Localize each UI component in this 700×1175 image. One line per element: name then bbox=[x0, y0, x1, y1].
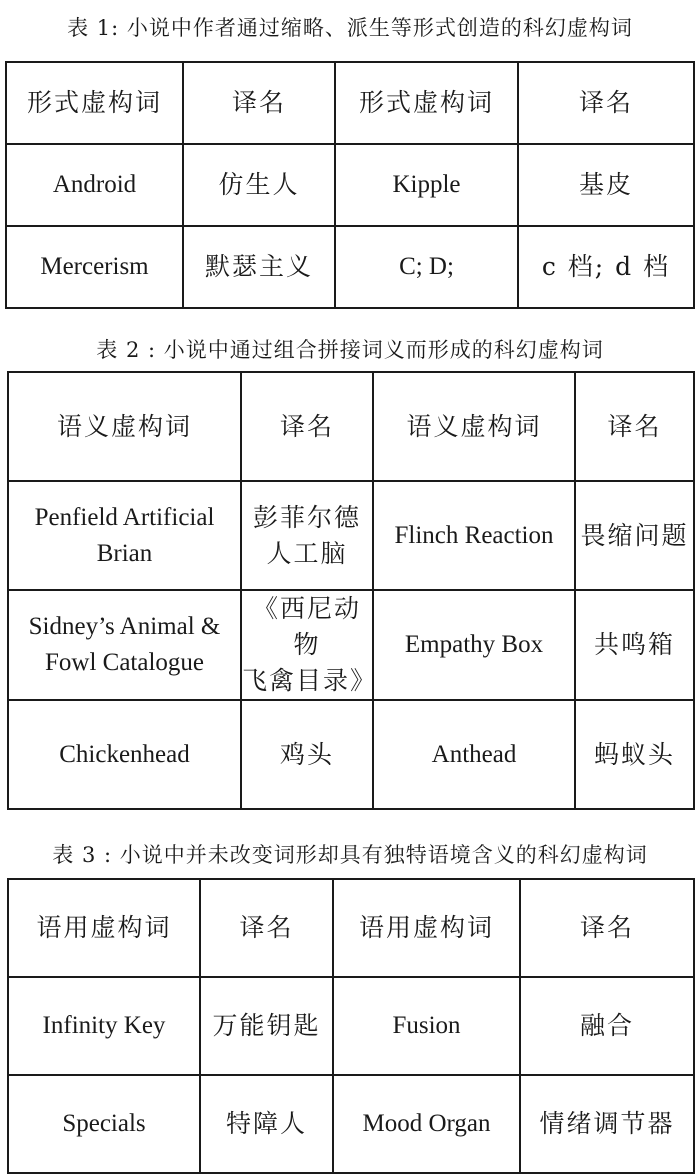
table2-cell: Anthead bbox=[373, 700, 575, 809]
table2-header-cell: 译名 bbox=[575, 372, 694, 481]
table2-caption: 表 2 : 小说中通过组合拼接词义而形成的科幻虚构词 bbox=[96, 338, 604, 362]
table3-cell: 情绪调节器 bbox=[520, 1075, 694, 1173]
table1-cell: 仿生人 bbox=[183, 144, 335, 226]
cell-line: Penfield Artificial bbox=[34, 503, 215, 531]
table2-cell: 鸡头 bbox=[241, 700, 373, 809]
table1-cell: Android bbox=[6, 144, 183, 226]
table1-header-cell: 形式虚构词 bbox=[335, 62, 518, 144]
table1-caption: 表 1: 小说中作者通过缩略、派生等形式创造的科幻虚构词 bbox=[67, 16, 633, 40]
table1-cell: 基皮 bbox=[518, 144, 694, 226]
table2-cell: 畏缩问题 bbox=[575, 481, 694, 590]
table3 bbox=[7, 878, 695, 1174]
table2-cell bbox=[8, 590, 241, 700]
cell-line: Fowl Catalogue bbox=[44, 649, 204, 676]
table3-cell: 特障人 bbox=[200, 1075, 333, 1173]
table2 bbox=[7, 371, 695, 810]
table2-cell: Chickenhead bbox=[8, 700, 241, 809]
table3-cell: Fusion bbox=[333, 977, 520, 1075]
cell-line: 彭菲尔德 bbox=[252, 502, 361, 532]
table3-cell: 融合 bbox=[520, 977, 694, 1075]
table2-cell bbox=[241, 481, 373, 590]
table2-cell: Empathy Box bbox=[373, 590, 575, 700]
cell-line: 人工脑 bbox=[266, 538, 348, 568]
table1-header-cell: 译名 bbox=[518, 62, 694, 144]
cell-line: Sidney’s Animal & bbox=[28, 613, 221, 640]
table3-header-cell: 译名 bbox=[200, 879, 333, 977]
table1-header-cell: 形式虚构词 bbox=[6, 62, 183, 144]
cell-line: Brian bbox=[96, 539, 153, 567]
table2-cell: 蚂蚁头 bbox=[575, 700, 694, 809]
table2-header-cell: 语义虚构词 bbox=[8, 372, 241, 481]
table3-header-cell: 语用虚构词 bbox=[333, 879, 520, 977]
table1-header-cell: 译名 bbox=[183, 62, 335, 144]
table2-header-cell: 语义虚构词 bbox=[373, 372, 575, 481]
table2-cell bbox=[8, 481, 241, 590]
table3-cell: Specials bbox=[8, 1075, 200, 1173]
table3-header-cell: 译名 bbox=[520, 879, 694, 977]
table3-caption: 表 3 : 小说中并未改变词形却具有独特语境含义的科幻虚构词 bbox=[52, 843, 648, 867]
cell-line: 《西尼动物 bbox=[252, 594, 361, 659]
table2-header-cell: 译名 bbox=[241, 372, 373, 481]
table1 bbox=[5, 61, 695, 309]
table3-cell: Mood Organ bbox=[333, 1075, 520, 1173]
table2-cell bbox=[241, 590, 378, 700]
table1-cell: C; D; bbox=[335, 226, 518, 308]
table2-cell: Flinch Reaction bbox=[373, 481, 575, 590]
table3-cell: 万能钥匙 bbox=[200, 977, 333, 1075]
table1-cell: 默瑟主义 bbox=[183, 226, 335, 308]
table3-header-cell: 语用虚构词 bbox=[8, 879, 200, 977]
table2-cell: 共鸣箱 bbox=[575, 590, 694, 700]
table1-cell: c 档; d 档 bbox=[518, 226, 694, 308]
table1-cell: Mercerism bbox=[6, 226, 183, 308]
cell-line: 飞禽目录》 bbox=[242, 666, 378, 695]
table1-cell: Kipple bbox=[335, 144, 518, 226]
table3-cell: Infinity Key bbox=[8, 977, 200, 1075]
